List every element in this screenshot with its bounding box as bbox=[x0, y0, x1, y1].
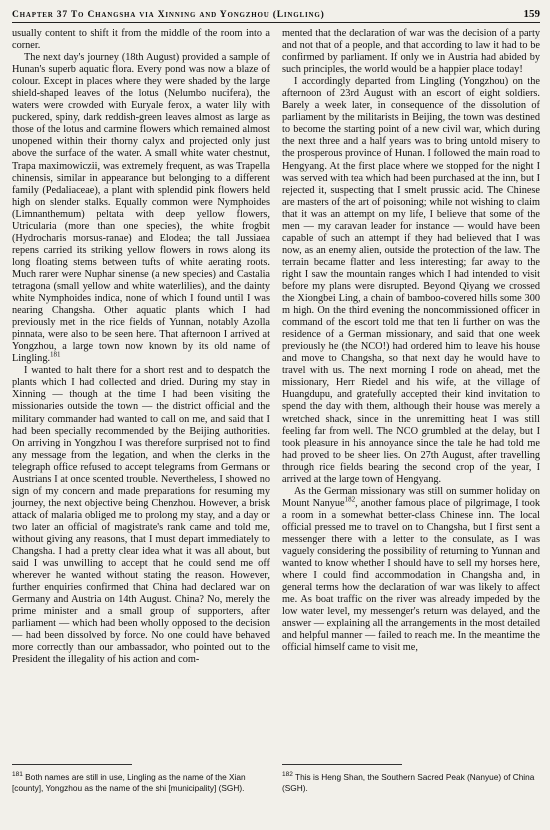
paragraph: usually content to shift it from the middle of the room into a corner. bbox=[12, 28, 270, 52]
footnote-rule bbox=[12, 764, 132, 765]
chapter-title: Chapter 37 To Changsha via Xinning and Yongzhou (Lingling) bbox=[12, 10, 325, 20]
footnote-ref[interactable]: 182 bbox=[344, 495, 356, 504]
footnote-text: Both names are still in use, Lingling as the name of the Xian [county], Yongzhou as the name of the shi [municipality] (SGH). bbox=[12, 772, 246, 793]
footnote-number: 181 bbox=[12, 771, 23, 779]
paragraph: I wanted to halt there for a short rest and to despatch the plants which I had collected and dried. During my stay in Xinning — though at the time I had been visiting the missionaries outside the town — the district official and the military commander had wanted to call on me, and said that I had been specially recommended by the Beijing authorities. On arriving in Yongzhou I was therefore surprised not to find any message from the legation, and when the clerks in the telegraph office refused to accept telegrams from Germans or Austrians I at once scented trouble. Nevertheless, I showed no sign of my concern and made preparations for resuming my journey, the next objective being Chenzhou. However, a brisk attack of malaria obliged me to prolong my stay, and a day or two later an official of magistrate's rank came and told me, without giving any reasons, that I must depart immediately to Changsha. I had a pretty clear idea what it was all about, but said I was unwilling to accept that he could send me off wherever he wanted without stating the reason. However, further enquiries confirmed that China had declared war on Germany and Austria on 14th August. China? No, merely the prime minister and a small group of supporters, after parliament — which had been wholly opposed to the decision — had been dissolved by force. No one could have behaved more correctly than our ambassador, who pointed out to the President the illegality of his action and com- bbox=[12, 365, 270, 666]
paragraph: As the German missionary was still on summer holiday on Mount Nanyue$^{182}$, another famous place of pilgrimage, I took a room in a somewhat better-class Chinese inn. The local official pressed me to travel on to Changsha, but I first sent a messenger there with a letter to the consulate, as I was vaguely considering the possibility of returning to Yunnan and wanted to know whether I should have to sell my horses here, where I could find accommodation in Changsha and, in general terms how the declaration of war was likely to affect me. As boat traffic on the river was already impeded by the low water level, my messenger's return was delayed, and the answer — explaining all the arrangements in the most detailed and helpful manner — failed to reach me. In the meantime the official himself came to visit me, bbox=[282, 485, 541, 654]
footnote-rule bbox=[282, 764, 402, 765]
footnote-number: 182 bbox=[282, 771, 293, 779]
right-column bbox=[282, 28, 540, 666]
page-number: 159 bbox=[523, 8, 540, 20]
paragraph: The next day's journey (18th August) provided a sample of Hunan's superb aquatic flora. Every pond was now a blaze of colour. Except in places where they were shaded by the large shield-shaped leaves of the lotus (Nelumbo nucifera), the waters were crowded with Euryale ferox, a water lily with puckered, spiny, dark reddish-green leaves almost as large as those of the lotus and carmine flowers which remained almost unopened within their thorny calyx and projected only just above the surface of the water. A small white water chestnut, Trapa maximowiczii, was extremely frequent, as was Trapella chinensis, similar in appearance but belonging to a different family (Pedaliaceae), a plant with splendid pink flowers held high on slender stalks. Equally common were Nymphoides (Limnanthemum) peltata with deep yellow flowers, Utricularia (more than one species), the white frogbit (Hydrocharis morsus-ranae) and Elodea; the tall Jussiaea repens carried its striking yellow flowers in rows along its long floating stems between tufts of white aerating roots. Much rarer were Nuphar sinense (a new species) and Castalia tetragona (small yellow and white waterlilies), and the dainty white Nymphoides indica, none of which I found until I was nearing Changsha. Other aquatic plants which I had previously met in the rice fields of Yunnan, notably Azolla pinnata, were also to be seen here. That afternoon I arrived at Yongzhou, a large town now known by its old name of Lingling.$^{181}$ bbox=[12, 52, 270, 365]
footnotes bbox=[12, 764, 540, 793]
footnote-ref[interactable]: 181 bbox=[50, 350, 61, 359]
text-columns bbox=[12, 28, 540, 666]
footnote-left bbox=[12, 764, 270, 793]
paragraph: mented that the declaration of war was the decision of a party and not that of a people, and that according to law it had to be confirmed by parliament. If only we in Austria had abided by such principles, the world would be a happier place today! bbox=[282, 28, 540, 76]
running-header bbox=[12, 6, 540, 23]
footnote-text: This is Heng Shan, the Southern Sacred Peak (Nanyue) of China (SGH). bbox=[282, 772, 535, 793]
paragraph: I accordingly departed from Lingling (Yongzhou) on the afternoon of 23rd August with an escort of eight soldiers. Barely a week later, in consequence of the dissolution of parliament by the militarists in Beijing, the town was destined to become the starting point of a new civil war, which during the next three and a half years was to bring untold misery to the prosperous province of Hunan. I followed the main road to Hengyang. At the first place where we stopped for the night I was served with tea which had been purchased at the inn, but I rejected it, suspecting that I smelt prussic acid. The Chinese are masters of the art of poisoning; while not wishing to claim that it was an attempt on my life, I believe that some of the men — my caravan leader for instance — would have been capable of such an attempt if they had believed that I was now, as an enemy alien, outside the protection of the law. The terrain became flatter and less interesting; far away to the right I saw the mountain ranges which I had intended to visit before my plans were disrupted. Beyond Qiyang we crossed the Xiongbei Ling, a chain of bamboo-covered hills some 300 m high. On the third evening the noncommissioned officer in command of the escort told me that ten li further on was the residence of a German missionary, and said that one week previously he (the NCO!) had ordered him to leave his house and move to Changsha, so that next day he would have to travel with us. The next morning I rode on ahead, met the missionary, Herr Riedel and his wife, at the village of Huangdupu, and gratefully accepted their kind invitation to spend the day with them, although their house was merely a wretched shack, since in the unremitting heat I was still feeling far from well. The NCO grumbled at the delay, but I took pleasure in his annoyance since the tale he had told me had proved to be sheer lies. On 27th August, after travelling through rice fields bearing the second crop of the year, I arrived at the large town of Hengyang. bbox=[282, 76, 540, 485]
left-column bbox=[12, 28, 270, 666]
footnote-right bbox=[282, 764, 540, 793]
